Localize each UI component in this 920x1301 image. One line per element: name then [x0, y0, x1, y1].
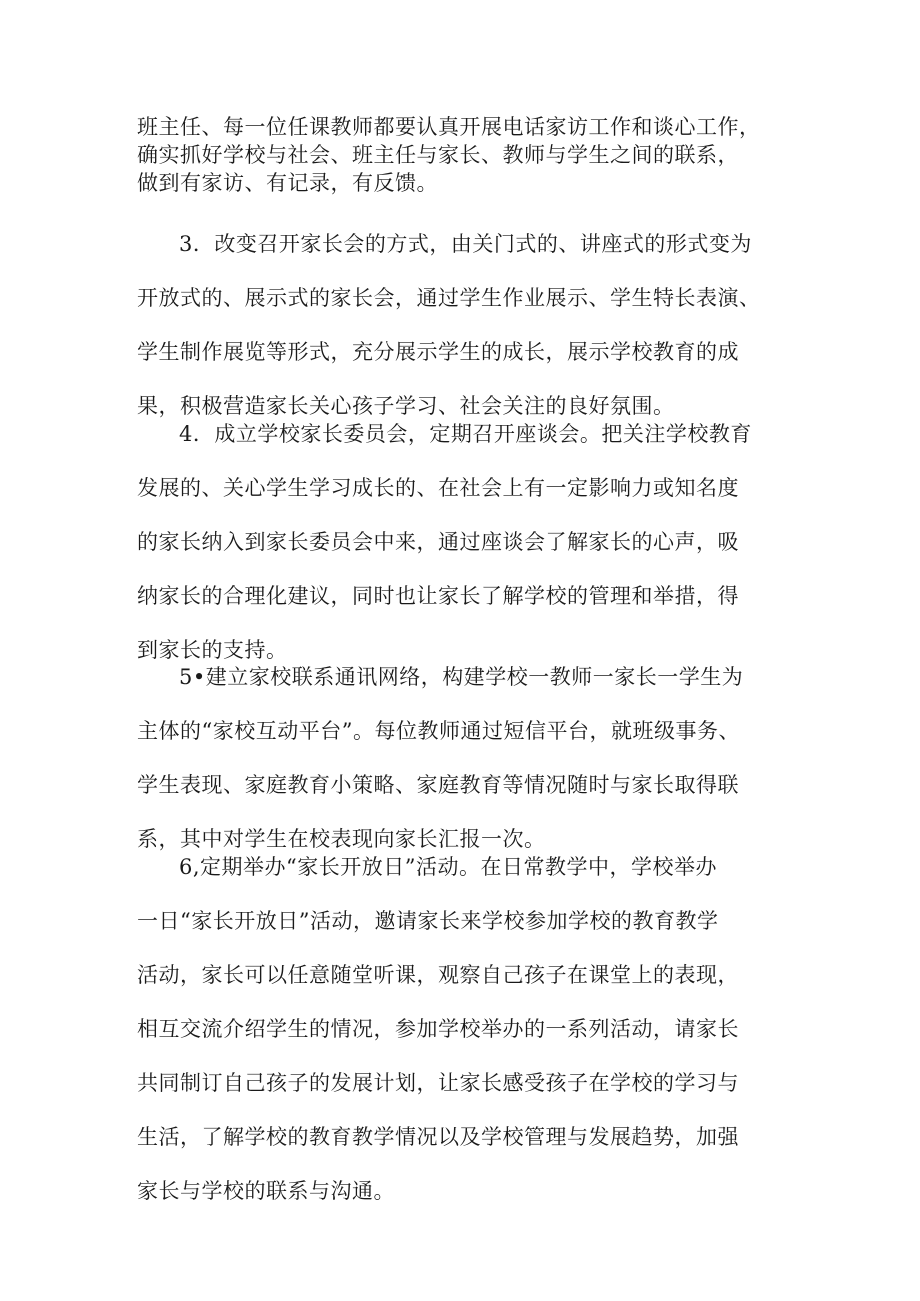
paragraph-item-6-open-day	[137, 840, 797, 1218]
text-line: 家长与学校的联系与沟通。	[137, 1179, 395, 1203]
paragraph-item-3-parent-meeting	[137, 217, 797, 433]
text-line: 纳家长的合理化建议，同时也让家长了解学校的管理和举措，得	[137, 584, 739, 608]
text-line: 学生表现、家庭教育小策略、家庭教育等情况随时与家长取得联	[137, 773, 739, 797]
paragraph-contact-work	[137, 113, 797, 197]
text-line: 学生制作展览等形式，充分展示学生的成长，展示学校教育的成	[137, 340, 739, 364]
text-line: 开放式的、展示式的家长会，通过学生作业展示、学生特长表演、	[137, 286, 761, 310]
text-line: 共同制订自己孩子的发展计划，让家长感受孩子在学校的学习与	[137, 1071, 739, 1095]
paragraph-item-5-contact-network	[137, 650, 797, 866]
text-line: 发展的、关心学生学习成长的、在社会上有一定影响力或知名度	[137, 476, 739, 500]
text-line: 活动，家长可以任意随堂听课，观察自己孩子在课堂上的表现，	[137, 963, 739, 987]
text-line: 主体的“家校互动平台”。每位教师通过短信平台，就班级事务、	[137, 719, 740, 743]
text-line: 6,定期举办“家长开放日”活动。在日常教学中，学校举办	[179, 855, 718, 879]
text-line: 到家长的支持。	[137, 638, 288, 662]
text-line: 一日“家长开放日”活动，邀请家长来学校参加学校的教育教学	[137, 909, 719, 933]
text-line: 果，积极营造家长关心孩子学习、社会关注的良好氛围。	[137, 394, 675, 418]
text-line: 相互交流介绍学生的情况，参加学校举办的一系列活动，请家长	[137, 1017, 739, 1041]
text-line: 系，其中对学生在校表现向家长汇报一次。	[137, 827, 546, 851]
text-line: 的家长纳入到家长委员会中来，通过座谈会了解家长的心声，吸	[137, 530, 739, 554]
text-line: 班主任、每一位任课教师都要认真开展电话家访工作和谈心工作，	[137, 115, 761, 139]
text-line: 生活，了解学校的教育教学情况以及学校管理与发展趋势，加强	[137, 1125, 739, 1149]
text-line: 3．改变召开家长会的方式，由关门式的、讲座式的形式变为	[179, 232, 752, 256]
paragraph-item-4-parent-committee	[137, 407, 797, 677]
text-line: 4．成立学校家长委员会，定期召开座谈会。把关注学校教育	[179, 422, 752, 446]
text-line: 做到有家访、有记录，有反馈。	[137, 171, 438, 195]
text-line: 确实抓好学校与社会、班主任与家长、教师与学生之间的联系，	[137, 143, 739, 167]
text-line: 5•建立家校联系通讯网络，构建学校一教师一家长一学生为	[179, 665, 744, 689]
